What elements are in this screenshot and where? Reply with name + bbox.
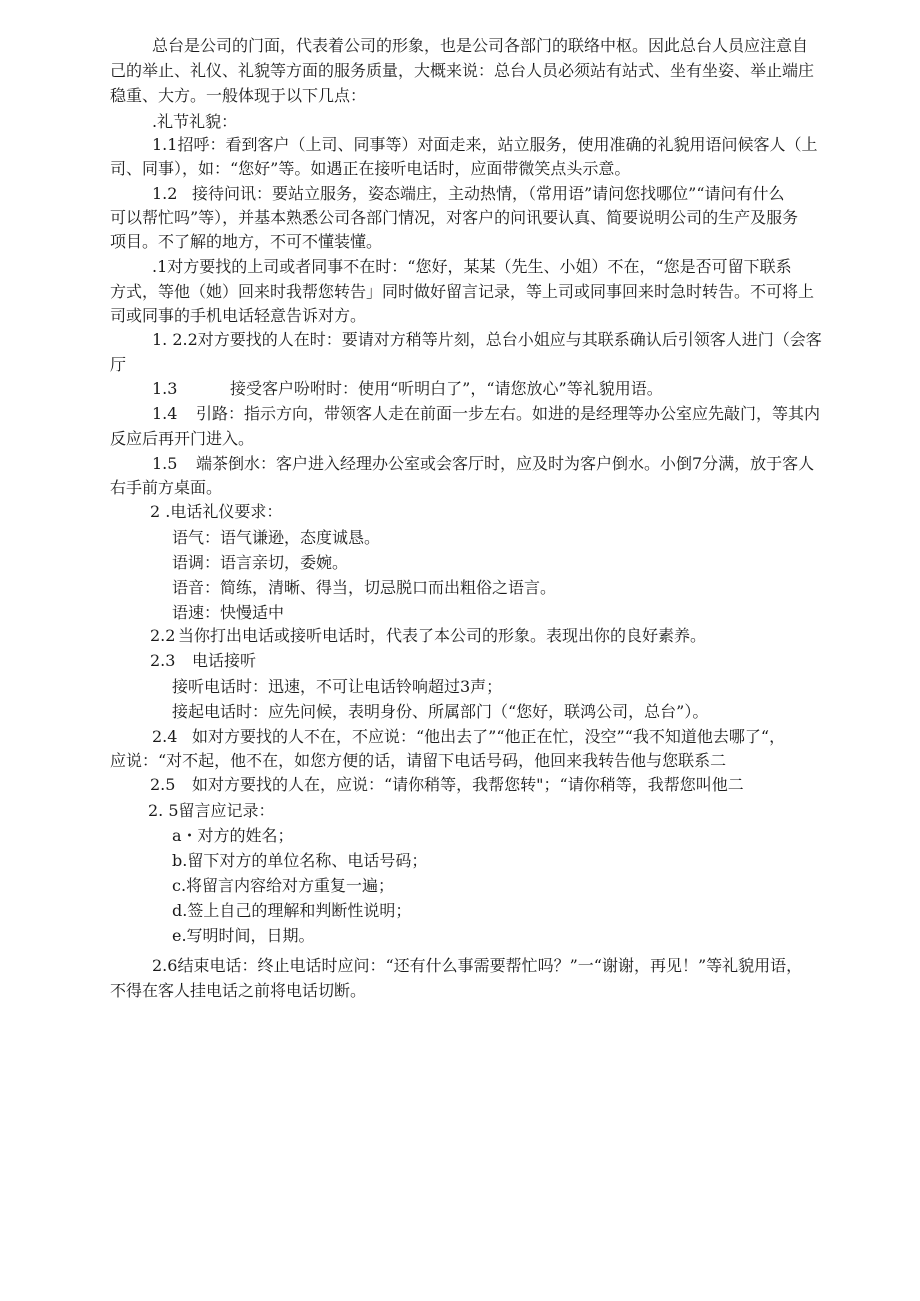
- intonation-line: 语调：语言亲切，委婉。: [172, 553, 349, 572]
- para-text: 引路：指示方向，带领客人走在前面一步左右。如进的是经理等办公室应先敲门，等其内: [196, 404, 821, 423]
- para-2-2: [150, 624, 706, 648]
- para-text: 如对方要找的人不在，不应说：“他出去了”“他正在忙，没空”“我不知道他去哪了“，: [192, 727, 786, 746]
- para-1-1: 1.1招呼：看到客户（上司、同事等）对面走来，站立服务，使用准确的礼貌用语问候客人（上: [152, 135, 818, 154]
- para-2-6: 2.6结束电话：终止电话时应问：“还有什么事需要帮忙吗？”一“谢谢，再见！”等礼貌用语，: [152, 956, 803, 975]
- para-1-2: [152, 182, 785, 206]
- para-text: 端茶倒水：客户进入经理办公室或会客厅时，应及时为客户倒水。小倒7分满，放于客人: [196, 454, 815, 473]
- list-item: c.将留言内容给对方重复一遍；: [172, 876, 395, 895]
- para-2-5-heading: 2. 5留言应记录：: [148, 801, 275, 820]
- para-number: 1.2: [152, 184, 178, 203]
- para-1-2-1: 司或同事的手机电话轻意告诉对方。: [110, 306, 367, 325]
- para-1-4: [152, 402, 820, 426]
- para-1-5: [152, 452, 814, 476]
- intro-line: 稳重、大方。一般体现于以下几点：: [110, 86, 367, 105]
- para-number: 2.5: [150, 775, 176, 794]
- para-2-4: [152, 725, 785, 749]
- para-number: 2.3: [150, 651, 176, 670]
- para-2-3: [150, 649, 256, 673]
- para-2-4: 应说：“对不起，他不在，如您方便的话，请留下电话号码，他回来我转告他与您联系二: [110, 751, 727, 770]
- para-text: 如对方要找的人在，应说：“请你稍等，我帮您转"；“请你稍等，我帮您叫他二: [192, 775, 744, 794]
- para-1-2-1: .1对方要找的上司或者同事不在时：“您好，某某（先生、小姐）不在，“您是否可留下联系: [152, 257, 792, 276]
- section-1-heading: .礼节礼貌：: [152, 112, 238, 131]
- para-1-2-2: 1. 2.2对方要找的人在时：要请对方稍等片刻，总台小姐应与其联系确认后引领客人进门（会客: [152, 330, 822, 349]
- para-text: 接待问讯：要站立服务，姿态端庄，主动热情，（常用语”请问您找哪位”“请问有什么: [192, 184, 785, 203]
- voice-line: 语音：简练，清晰、得当，切忌脱口而出粗俗之语言。: [172, 578, 557, 597]
- para-1-2-1: 方式，等他（她）回来时我帮您转告」同时做好留言记录，等上司或同事回来时急时转告。不可将上: [110, 282, 815, 301]
- list-item: a・对方的姓名；: [172, 826, 294, 845]
- para-text: 当你打出电话或接听电话时，代表了本公司的形象。表现出你的良好素养。: [178, 626, 707, 645]
- intro-line: 己的举止、礼仪、礼貌等方面的服务质量，大概来说：总台人员必须站有站式、坐有坐姿、举止端庄: [110, 61, 815, 80]
- list-item: b.留下对方的单位名称、电话号码；: [172, 851, 428, 870]
- list-item: d.签上自己的理解和判断性说明；: [172, 901, 412, 920]
- speed-line: 语速：快慢适中: [172, 603, 285, 622]
- section-2-heading: 2 .电话礼仪要求：: [150, 502, 283, 521]
- answer-line: 接听电话时：迅速，不可让电话铃响超过3声；: [172, 677, 503, 696]
- para-number: 2.4: [152, 727, 178, 746]
- para-1-2: 项目。不了解的地方，不可不懂装懂。: [110, 232, 383, 251]
- para-number: 2.2: [150, 626, 176, 645]
- list-item: e.写明时间，日期。: [172, 926, 315, 945]
- tone-line: 语气：语气谦逊，态度诚恳。: [172, 528, 381, 547]
- pickup-line: 接起电话时：应先问候，表明身份、所属部门（“您好，联鸿公司，总台”）。: [172, 702, 709, 721]
- para-number: 1.3: [152, 379, 178, 398]
- para-1-5: 右手前方桌面。: [110, 478, 223, 497]
- para-number: 1.4: [152, 404, 178, 423]
- para-2-5: [150, 773, 744, 797]
- para-1-2: 可以帮忙吗”等），并基本熟悉公司各部门情况，对客户的问讯要认真、简要说明公司的生产及服务: [110, 208, 799, 227]
- para-1-2-2: 厅: [110, 355, 127, 374]
- para-text: 接受客户吩咐时：使用“听明白了”，“请您放心”等礼貌用语。: [230, 379, 663, 398]
- para-1-1: 司、同事），如：“您好”等。如遇正在接听电话时，应面带微笑点头示意。: [110, 159, 631, 178]
- para-1-4: 反应后再开门进入。: [110, 429, 255, 448]
- para-1-3: [152, 377, 663, 401]
- para-text: 电话接听: [192, 651, 257, 670]
- para-number: 1.5: [152, 454, 178, 473]
- intro-line: 总台是公司的门面，代表着公司的形象，也是公司各部门的联络中枢。因此总台人员应注意自: [152, 36, 809, 55]
- para-2-6: 不得在客人挂电话之前将电话切断。: [110, 981, 367, 1000]
